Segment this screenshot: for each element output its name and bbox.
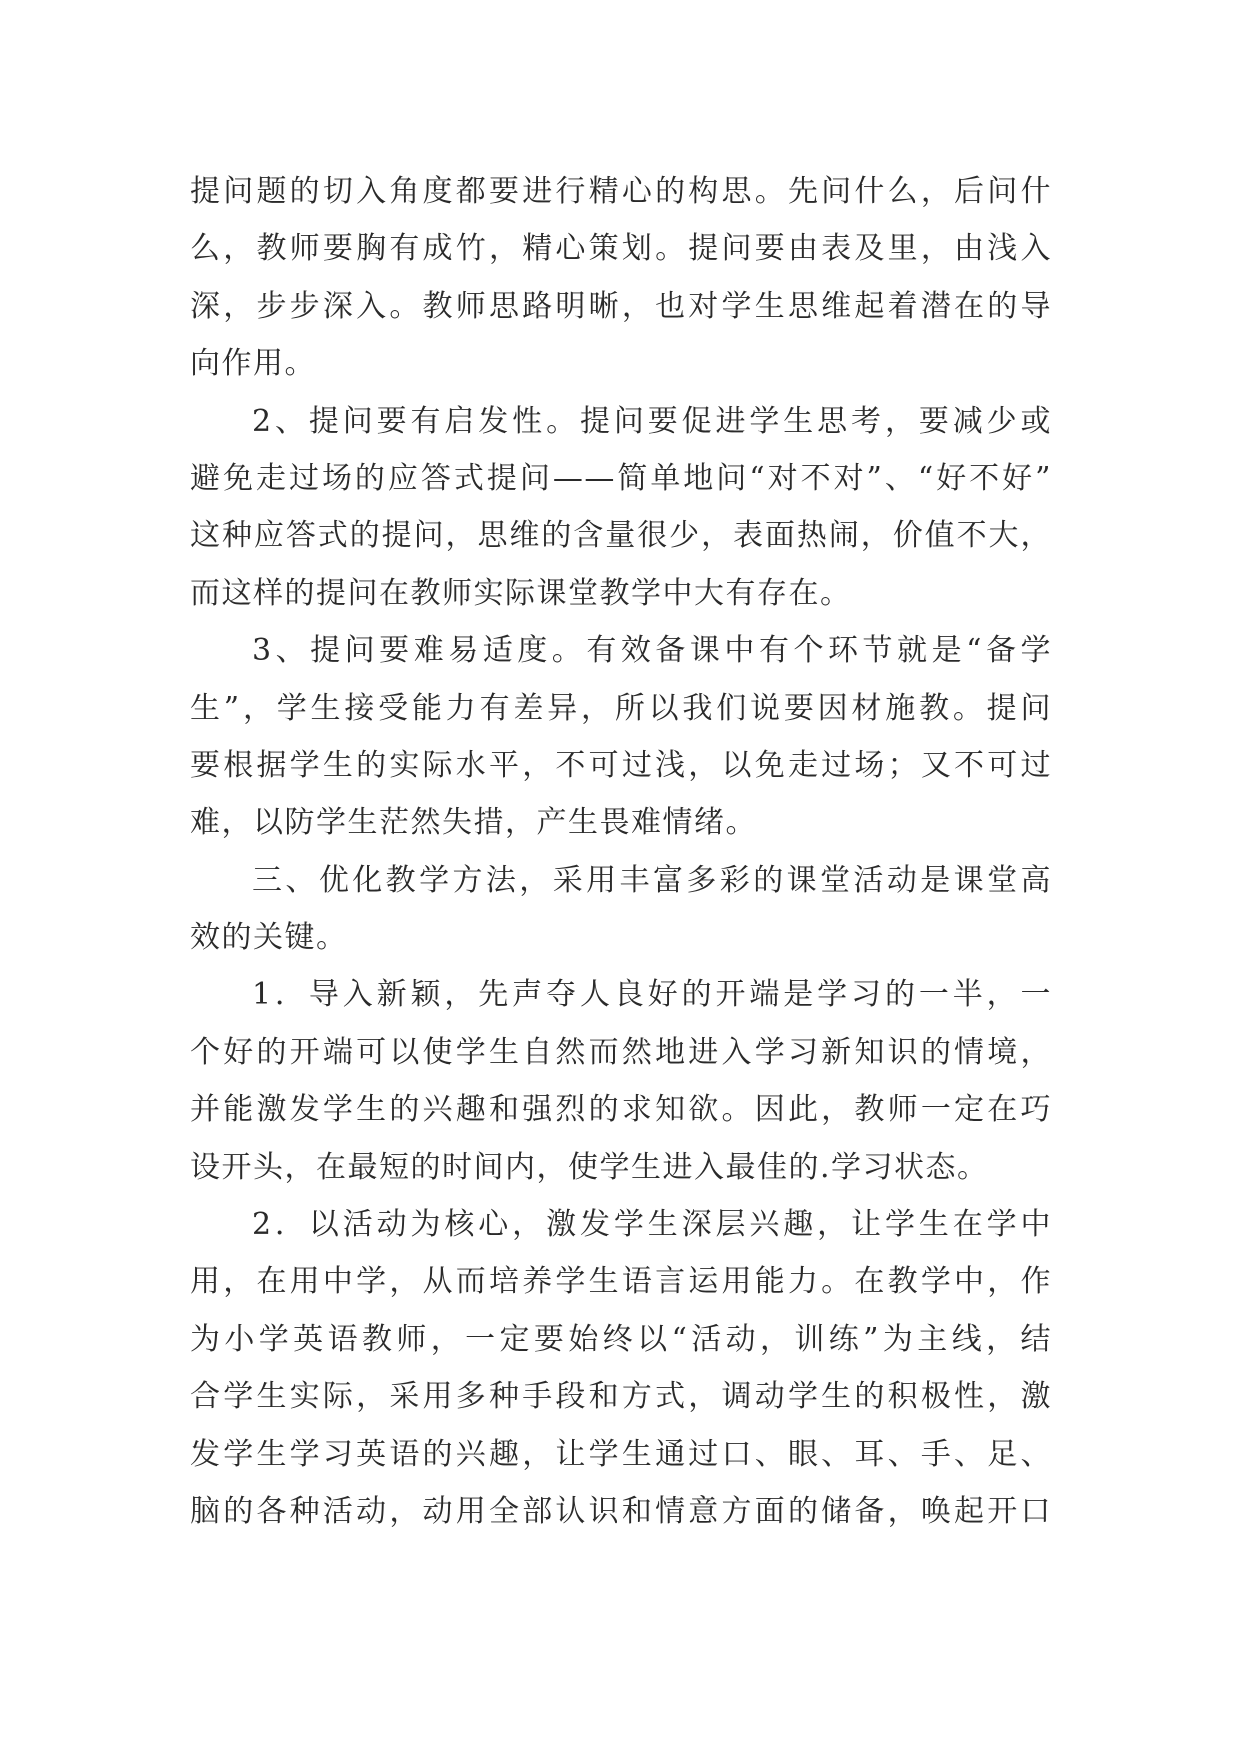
text-line: 避免走过场的应答式提问——简单地问“对不对”、“好不好” xyxy=(190,460,1052,496)
text-line: 个好的开端可以使学生自然而然地进入学习新知识的情境， xyxy=(190,1034,1052,1070)
text-line: 用，在用中学，从而培养学生语言运用能力。在教学中，作 xyxy=(190,1264,1052,1300)
text-line: 向作用。 xyxy=(190,346,316,382)
text-line: 么，教师要胸有成竹，精心策划。提问要由表及里，由浅入 xyxy=(190,231,1052,267)
text-line: 3、提问要难易适度。有效备课中有个环节就是“备学 xyxy=(252,633,1052,669)
text-line: 效的关键。 xyxy=(190,920,348,956)
text-line: 1．导入新颖，先声夺人良好的开端是学习的一半，一 xyxy=(252,977,1052,1013)
text-line: 2、提问要有启发性。提问要促进学生思考，要减少或 xyxy=(252,403,1052,439)
text-line: 难，以防学生茫然失措，产生畏难情绪。 xyxy=(190,805,757,841)
text-line: 脑的各种活动，动用全部认识和情意方面的储备，唤起开口 xyxy=(190,1493,1052,1529)
text-line: 提问题的切入角度都要进行精心的构思。先问什么，后问什 xyxy=(190,174,1052,209)
document-body-text xyxy=(190,163,1052,1540)
text-line: 要根据学生的实际水平，不可过浅，以免走过场；又不可过 xyxy=(190,747,1052,783)
text-line: 三、优化教学方法，采用丰富多彩的课堂活动是课堂高 xyxy=(252,862,1052,898)
text-line: 设开头，在最短的时间内，使学生进入最佳的.学习状态。 xyxy=(190,1149,989,1185)
text-line: 深，步步深入。教师思路明晰，也对学生思维起着潜在的导 xyxy=(190,288,1052,324)
text-line: 为小学英语教师，一定要始终以“活动，训练”为主线，结 xyxy=(190,1321,1052,1357)
text-line: 发学生学习英语的兴趣，让学生通过口、眼、耳、手、足、 xyxy=(190,1436,1052,1472)
text-line: 合学生实际，采用多种手段和方式，调动学生的积极性，激 xyxy=(190,1379,1052,1415)
text-line: 生”，学生接受能力有差异，所以我们说要因材施教。提问 xyxy=(190,690,1052,726)
text-line: 2．以活动为核心，激发学生深层兴趣，让学生在学中 xyxy=(252,1207,1052,1243)
text-line: 这种应答式的提问，思维的含量很少，表面热闹，价值不大， xyxy=(190,518,1052,554)
text-line: 并能激发学生的兴趣和强烈的求知欲。因此，教师一定在巧 xyxy=(190,1092,1052,1128)
text-line: 而这样的提问在教师实际课堂教学中大有存在。 xyxy=(190,575,852,611)
